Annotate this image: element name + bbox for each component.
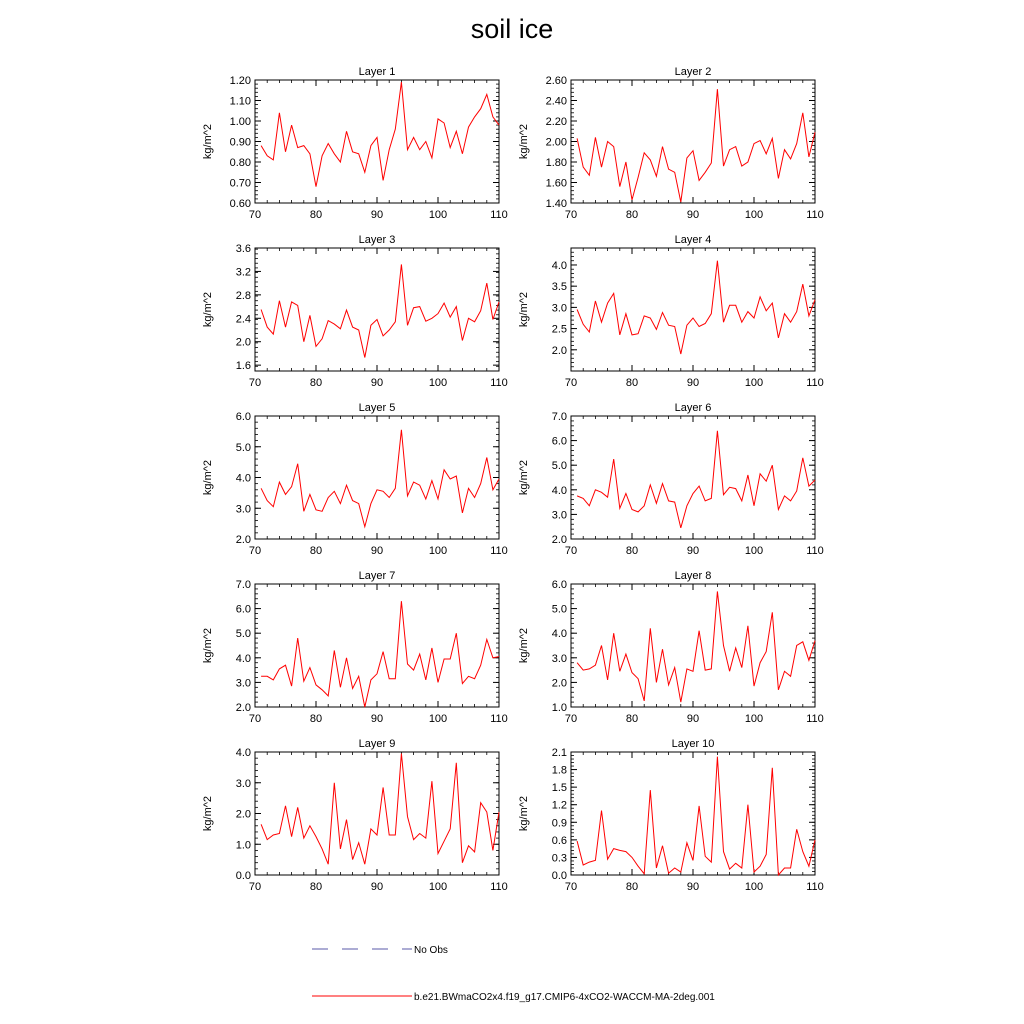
panel-title: Layer 2 xyxy=(674,66,712,78)
x-tick-label: 80 xyxy=(309,209,323,221)
y-tick-label: 2.0 xyxy=(235,534,251,546)
y-tick-label: 2.0 xyxy=(551,344,567,357)
x-tick-label: 80 xyxy=(625,881,639,893)
x-tick-label: 80 xyxy=(309,713,323,725)
y-tick-label: 2.40 xyxy=(545,95,567,108)
x-tick-label: 100 xyxy=(428,377,448,389)
y-tick-label: 2.0 xyxy=(235,336,251,349)
y-tick-label: 2.00 xyxy=(545,136,567,149)
panel-title: Layer 5 xyxy=(358,402,396,414)
y-tick-label: 5.0 xyxy=(235,628,251,641)
y-axis-label: kg/m^2 xyxy=(202,459,214,496)
y-axis-label: kg/m^2 xyxy=(518,459,530,496)
y-tick-label: 4.0 xyxy=(235,747,251,759)
panel-title: Layer 1 xyxy=(358,66,396,78)
y-tick-label: 0.6 xyxy=(551,834,567,847)
x-tick-label: 70 xyxy=(248,209,262,221)
y-axis-label: kg/m^2 xyxy=(518,627,530,664)
y-tick-label: 1.80 xyxy=(545,157,567,169)
y-tick-label: 3.0 xyxy=(235,677,251,690)
y-tick-label: 0.0 xyxy=(235,870,251,882)
x-tick-label: 90 xyxy=(370,545,384,557)
legend-model-entry xyxy=(312,992,715,1003)
y-tick-label: 0.70 xyxy=(229,177,251,190)
panel-title: Layer 4 xyxy=(674,234,712,246)
x-tick-label: 90 xyxy=(686,545,700,557)
y-axis-label: kg/m^2 xyxy=(518,291,530,328)
x-tick-label: 90 xyxy=(686,209,700,221)
y-tick-label: 6.0 xyxy=(235,603,251,616)
y-tick-label: 1.0 xyxy=(551,702,567,714)
x-tick-label: 100 xyxy=(744,881,764,893)
x-tick-label: 80 xyxy=(625,545,639,557)
x-tick-label: 80 xyxy=(309,881,323,893)
x-tick-label: 110 xyxy=(806,713,824,725)
x-tick-label: 80 xyxy=(309,545,323,557)
y-tick-label: 2.0 xyxy=(551,677,567,690)
x-tick-label: 100 xyxy=(428,545,448,557)
y-tick-label: 2.5 xyxy=(551,323,567,336)
x-tick-label: 100 xyxy=(744,713,764,725)
panel-title: Layer 10 xyxy=(671,738,715,750)
panel-title: Layer 9 xyxy=(358,738,396,750)
y-tick-label: 4.0 xyxy=(551,484,567,497)
panel-title: Layer 8 xyxy=(674,570,712,582)
x-tick-label: 80 xyxy=(625,713,639,725)
y-tick-label: 1.2 xyxy=(551,799,567,812)
y-tick-label: 2.60 xyxy=(545,75,567,87)
y-tick-label: 0.90 xyxy=(229,136,251,149)
x-tick-label: 70 xyxy=(564,545,578,557)
y-tick-label: 1.5 xyxy=(551,782,567,795)
x-tick-label: 70 xyxy=(248,545,262,557)
y-tick-label: 3.0 xyxy=(235,503,251,516)
x-tick-label: 110 xyxy=(806,209,824,221)
y-axis-label: kg/m^2 xyxy=(202,795,214,832)
x-tick-label: 110 xyxy=(490,377,508,389)
x-tick-label: 100 xyxy=(428,881,448,893)
y-axis-label: kg/m^2 xyxy=(518,123,530,160)
x-tick-label: 90 xyxy=(370,377,384,389)
x-tick-label: 100 xyxy=(744,209,764,221)
x-tick-label: 90 xyxy=(686,377,700,389)
y-tick-label: 0.0 xyxy=(551,870,567,882)
y-tick-label: 2.8 xyxy=(235,289,251,302)
x-tick-label: 90 xyxy=(370,713,384,725)
x-tick-label: 90 xyxy=(686,881,700,893)
y-axis-label: kg/m^2 xyxy=(202,123,214,160)
x-tick-label: 90 xyxy=(370,209,384,221)
y-tick-label: 4.0 xyxy=(551,628,567,641)
x-tick-label: 100 xyxy=(744,545,764,557)
y-tick-label: 6.0 xyxy=(551,435,567,448)
y-tick-label: 1.8 xyxy=(551,764,567,777)
x-tick-label: 70 xyxy=(248,377,262,389)
y-tick-label: 2.0 xyxy=(235,808,251,821)
y-tick-label: 6.0 xyxy=(235,411,251,423)
y-tick-label: 2.4 xyxy=(235,313,251,326)
panel-title: Layer 7 xyxy=(358,570,396,582)
y-tick-label: 3.0 xyxy=(235,777,251,790)
x-tick-label: 70 xyxy=(564,881,578,893)
legend-obs-entry xyxy=(312,945,448,956)
y-tick-label: 0.80 xyxy=(229,157,251,169)
y-tick-label: 1.0 xyxy=(235,839,251,852)
x-tick-label: 80 xyxy=(309,377,323,389)
x-tick-label: 110 xyxy=(490,713,508,725)
y-tick-label: 4.0 xyxy=(235,652,251,665)
x-tick-label: 80 xyxy=(625,377,639,389)
y-tick-label: 3.2 xyxy=(235,266,251,279)
y-tick-label: 3.5 xyxy=(551,281,567,294)
y-tick-label: 7.0 xyxy=(551,411,567,423)
y-axis-label: kg/m^2 xyxy=(518,795,530,832)
x-tick-label: 100 xyxy=(428,713,448,725)
panel-title: Layer 6 xyxy=(674,402,712,414)
y-tick-label: 1.10 xyxy=(229,95,251,108)
y-tick-label: 1.00 xyxy=(229,116,251,128)
y-tick-label: 5.0 xyxy=(551,603,567,616)
y-tick-label: 4.0 xyxy=(235,472,251,485)
y-tick-label: 0.60 xyxy=(229,198,251,210)
x-tick-label: 70 xyxy=(564,377,578,389)
y-axis-label: kg/m^2 xyxy=(202,627,214,664)
x-tick-label: 100 xyxy=(428,209,448,221)
y-tick-label: 2.1 xyxy=(551,747,567,759)
x-tick-label: 70 xyxy=(248,713,262,725)
x-tick-label: 90 xyxy=(370,881,384,893)
x-tick-label: 80 xyxy=(625,209,639,221)
x-tick-label: 110 xyxy=(806,377,824,389)
legend-obs-label: No Obs xyxy=(414,945,448,956)
y-tick-label: 5.0 xyxy=(551,460,567,473)
y-tick-label: 1.40 xyxy=(545,198,567,210)
x-tick-label: 110 xyxy=(490,545,508,557)
y-tick-label: 3.0 xyxy=(551,302,567,315)
y-tick-label: 1.6 xyxy=(235,360,251,373)
y-tick-label: 3.6 xyxy=(235,243,251,255)
y-tick-label: 3.0 xyxy=(551,652,567,665)
y-tick-label: 5.0 xyxy=(235,441,251,454)
y-tick-label: 4.0 xyxy=(551,259,567,272)
panel-title: Layer 3 xyxy=(358,234,396,246)
x-tick-label: 100 xyxy=(744,377,764,389)
x-tick-label: 110 xyxy=(490,209,508,221)
x-tick-label: 110 xyxy=(490,881,508,893)
figure-title: soil ice xyxy=(470,14,554,44)
y-tick-label: 0.3 xyxy=(551,852,567,865)
x-tick-label: 70 xyxy=(248,881,262,893)
y-tick-label: 2.20 xyxy=(545,116,567,128)
legend-model-label: b.e21.BWmaCO2x4.f19_g17.CMIP6-4xCO2-WACCM-MA-2deg.001 xyxy=(414,992,715,1003)
y-tick-label: 1.60 xyxy=(545,177,567,190)
x-tick-label: 70 xyxy=(564,209,578,221)
y-tick-label: 7.0 xyxy=(235,579,251,591)
x-tick-label: 90 xyxy=(686,713,700,725)
y-axis-label: kg/m^2 xyxy=(202,291,214,328)
y-tick-label: 6.0 xyxy=(551,579,567,591)
x-tick-label: 70 xyxy=(564,713,578,725)
y-tick-label: 1.20 xyxy=(229,75,251,87)
y-tick-label: 0.9 xyxy=(551,817,567,830)
y-tick-label: 2.0 xyxy=(235,702,251,714)
x-tick-label: 110 xyxy=(806,545,824,557)
x-tick-label: 110 xyxy=(806,881,824,893)
y-tick-label: 3.0 xyxy=(551,509,567,522)
y-tick-label: 2.0 xyxy=(551,534,567,546)
